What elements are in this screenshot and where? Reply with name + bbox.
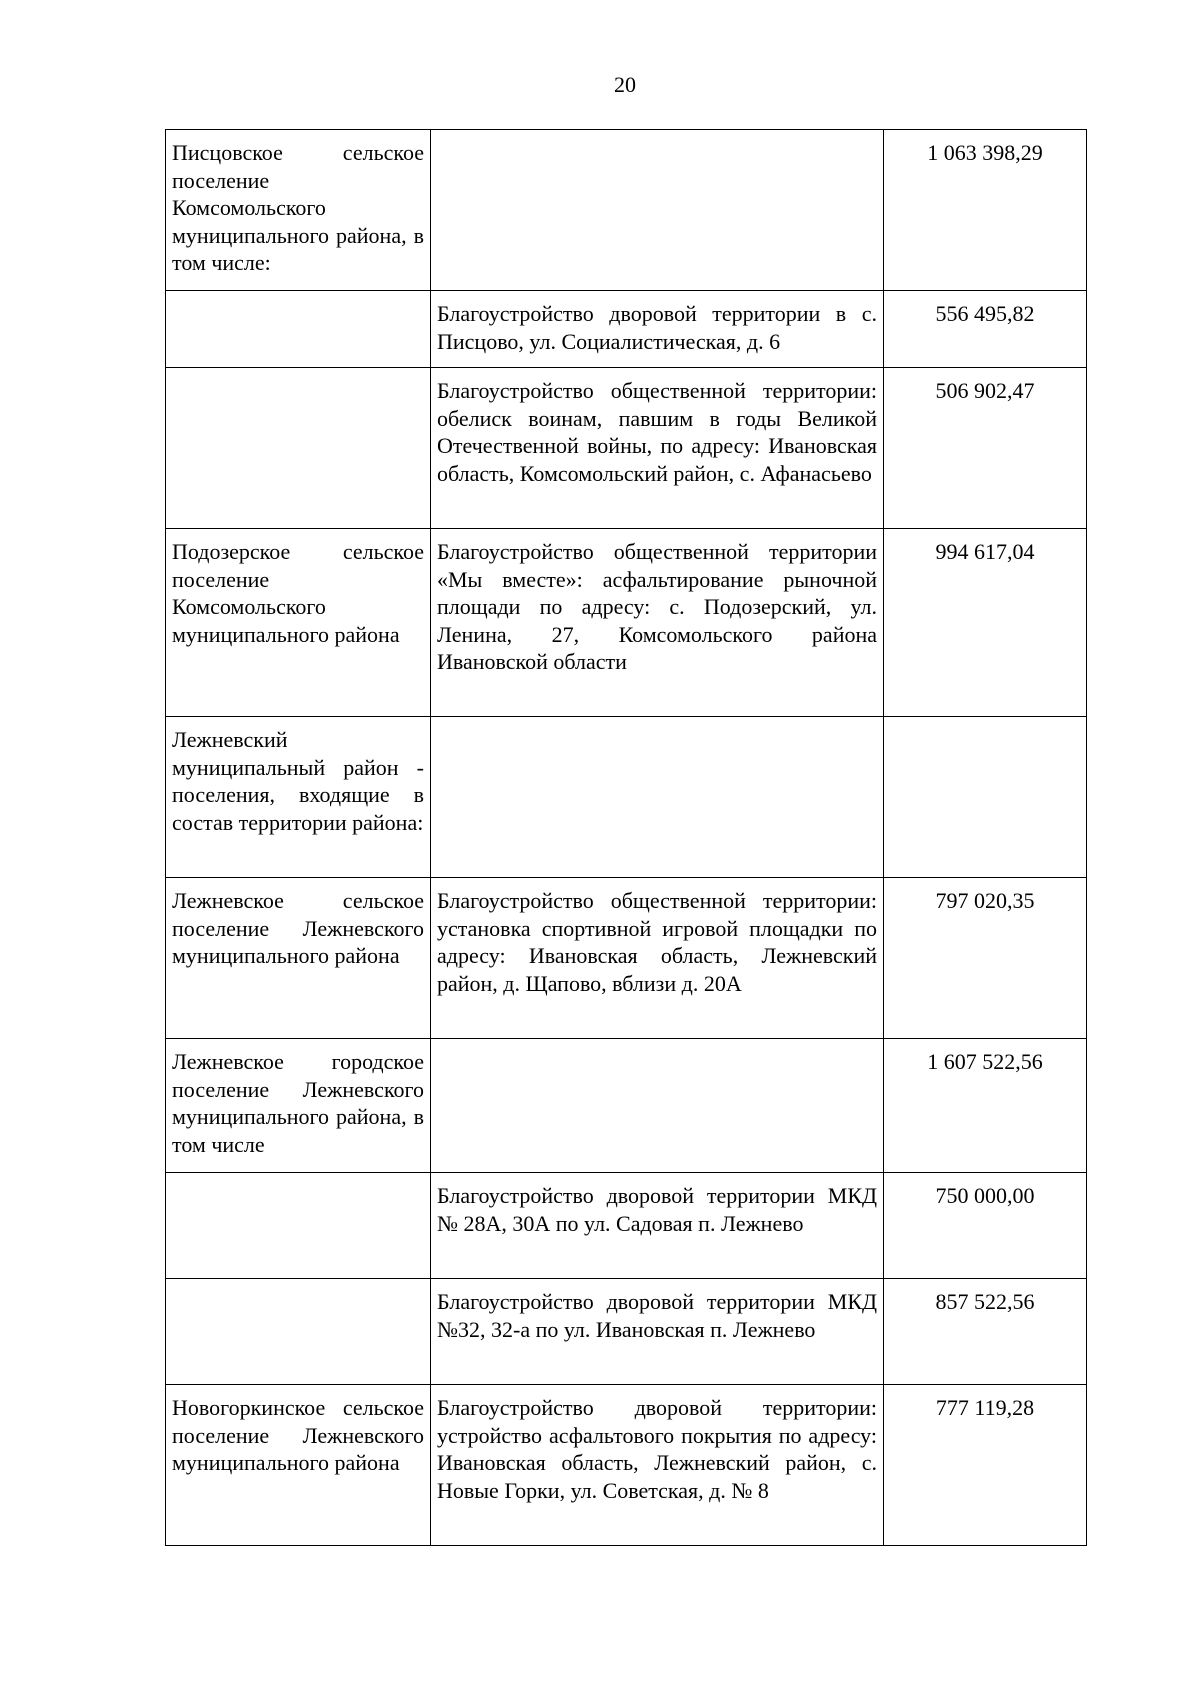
amount-cell: 994 617,04	[884, 529, 1087, 717]
amount-cell: 1 063 398,29	[884, 130, 1087, 291]
table-row	[166, 1173, 1087, 1279]
project-description-cell	[431, 130, 884, 291]
municipality-cell: Подозерское сельское поселение Комсомольского муниципального района	[166, 529, 431, 717]
municipality-cell: Лежневское сельское поселение Лежневского муниципального района	[166, 878, 431, 1039]
amount-cell: 750 000,00	[884, 1173, 1087, 1279]
page-number: 20	[614, 72, 636, 97]
table-row	[166, 1039, 1087, 1173]
table-row	[166, 1385, 1087, 1546]
project-description-cell: Благоустройство дворовой территории МКД № 28А, 30А по ул. Садовая п. Лежнево	[431, 1173, 884, 1279]
amount-cell: 556 495,82	[884, 291, 1087, 368]
municipality-cell: Новогоркинское сельское поселение Лежневского муниципального района	[166, 1385, 431, 1546]
amount-cell: 506 902,47	[884, 368, 1087, 529]
budget-table	[165, 129, 1087, 1546]
project-description-cell: Благоустройство дворовой территории в с. Писцово, ул. Социалистическая, д. 6	[431, 291, 884, 368]
amount-cell	[884, 717, 1087, 878]
project-description-cell: Благоустройство общественной территории: обелиск воинам, павшим в годы Великой Отечественной войны, по адресу: Ивановская область, Комсомольский район, с. Афанасьево	[431, 368, 884, 529]
project-description-cell	[431, 717, 884, 878]
table-row	[166, 291, 1087, 368]
table-row	[166, 130, 1087, 291]
amount-cell: 857 522,56	[884, 1279, 1087, 1385]
amount-cell: 1 607 522,56	[884, 1039, 1087, 1173]
table-row	[166, 368, 1087, 529]
municipality-cell	[166, 291, 431, 368]
municipality-cell: Писцовское сельское поселение Комсомольского муниципального района, в том числе:	[166, 130, 431, 291]
table-row	[166, 878, 1087, 1039]
amount-cell: 797 020,35	[884, 878, 1087, 1039]
project-description-cell: Благоустройство общественной территории «Мы вместе»: асфальтирование рыночной площади по адресу: с. Подозерский, ул. Ленина, 27, Комсомольского района Ивановской области	[431, 529, 884, 717]
table-row	[166, 529, 1087, 717]
municipality-cell	[166, 368, 431, 529]
project-description-cell: Благоустройство дворовой территории: устройство асфальтового покрытия по адресу: Ивановская область, Лежневский район, с. Новые Горки, ул. Советская, д. № 8	[431, 1385, 884, 1546]
project-description-cell	[431, 1039, 884, 1173]
municipality-cell: Лежневское городское поселение Лежневского муниципального района, в том числе	[166, 1039, 431, 1173]
project-description-cell: Благоустройство дворовой территории МКД №32, 32-а по ул. Ивановская п. Лежнево	[431, 1279, 884, 1385]
table-row	[166, 717, 1087, 878]
municipality-cell: Лежневский муниципальный район - поселения, входящие в состав территории района:	[166, 717, 431, 878]
amount-cell: 777 119,28	[884, 1385, 1087, 1546]
project-description-cell: Благоустройство общественной территории: установка спортивной игровой площадки по адресу: Ивановская область, Лежневский район, д. Щапово, вблизи д. 20А	[431, 878, 884, 1039]
municipality-cell	[166, 1279, 431, 1385]
table-row	[166, 1279, 1087, 1385]
municipality-cell	[166, 1173, 431, 1279]
